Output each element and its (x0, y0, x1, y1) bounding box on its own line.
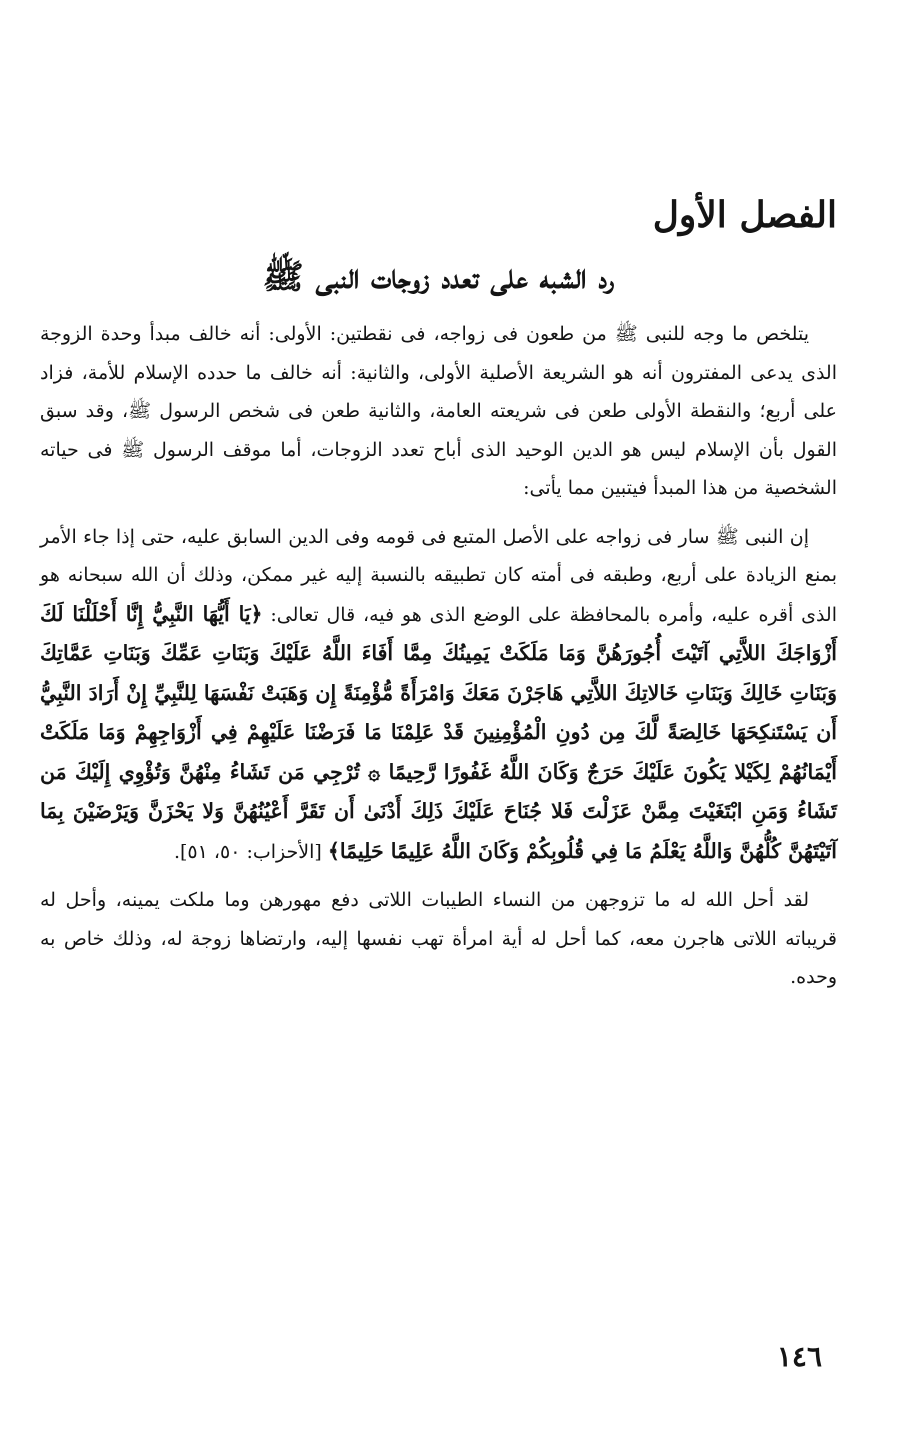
paragraph-intro: يتلخص ما وجه للنبى ﷺ من طعون فى زواجه، فى نقطتين: الأولى: أنه خالف مبدأ وحدة الزوجة الذى يدعى المفترون أنه هو الشريعة الأصلية الأولى، والثانية: أنه خالف ما حدده الإسلام للأمة، فزاد على أربع؛ والنقطة الأولى طعن فى شريعته العامة، والثانية طعن فى شخص الرسول ﷺ، وقد سبق القول بأن الإسلام ليس هو الدين الوحيد الذى أباح تعدد الزوجات، أما موقف الرسول ﷺ فى حياته الشخصية من هذا المبدأ فيتبين مما يأتى: (40, 323, 837, 499)
quran-verse: ﴿يَا أَيُّهَا النَّبِيُّ إِنَّا أَحْلَلْنَا لَكَ أَزْوَاجَكَ اللاَّتِي آتَيْتَ أُجُورَهُنَّ وَمَا مَلَكَتْ يَمِينُكَ مِمَّا أَفَاءَ اللَّهُ عَلَيْكَ وَبَنَاتِ عَمِّكَ وَبَنَاتِ عَمَّاتِكَ وَبَنَاتِ خَالِكَ وَبَنَاتِ خَالاتِكَ اللاَّتِي هَاجَرْنَ مَعَكَ وَامْرَأَةً مُّؤْمِنَةً إِن وَهَبَتْ نَفْسَهَا لِلنَّبِيِّ إِنْ أَرَادَ النَّبِيُّ أَن يَسْتَنكِحَهَا خَالِصَةً لَّكَ مِن دُونِ الْمُؤْمِنِينَ قَدْ عَلِمْنَا مَا فَرَضْنَا عَلَيْهِمْ فِي أَزْوَاجِهِمْ وَمَا مَلَكَتْ أَيْمَانُهُمْ لِكَيْلا يَكُونَ عَلَيْكَ حَرَجٌ وَكَانَ اللَّهُ غَفُورًا رَّحِيمًا ۞ تُرْجِي مَن تَشَاءُ مِنْهُنَّ وَتُؤْوِي إِلَيْكَ مَن تَشَاءُ وَمَنِ ابْتَغَيْتَ مِمَّنْ عَزَلْتَ فَلا جُنَاحَ عَلَيْكَ ذَلِكَ أَدْنَىٰ أَن تَقَرَّ أَعْيُنُهُنَّ وَلا يَحْزَنَّ وَيَرْضَيْنَ بِمَا آتَيْتَهُنَّ كُلُّهُنَّ وَاللَّهُ يَعْلَمُ مَا فِي قُلُوبِكُمْ وَكَانَ اللَّهُ عَلِيمًا حَلِيمًا﴾ (40, 601, 837, 863)
paragraph-text: إن النبى ﷺ سار فى زواجه على الأصل المتبع فى قومه وفى الدين السابق عليه، حتى إذا جاء الأمر بمنع الزيادة على أربع، وطبقه فى أمته كان تطبيقه بالنسبة إليه غير ممكن، وذلك أن الله سبحانه هو الذى أقره عليه، وأمره بالمحافظة على الوضع الذى هو فيه، قال تعالى: (40, 525, 838, 626)
page-content (40, 185, 837, 997)
paragraph-conclusion: لقد أحل الله له ما تزوجهن من النساء الطيبات اللاتى دفع مهورهن وما ملكت يمينه، وأحل له قريباته اللاتى هاجرن معه، كما أحل له أية امرأة تهب نفسها إليه، وارتضاها زوجة له، وذلك خاص به وحده. (40, 889, 837, 988)
chapter-title: رد الشبه على تعدد زوجات النبى ﷺ (262, 257, 615, 297)
page-number: ١٤٦ (776, 1340, 822, 1373)
paragraph-verse-context (40, 518, 837, 872)
chapter-label: الفصل الأول (652, 194, 837, 236)
verse-reference: [الأحزاب: ٥٠، ٥١]. (173, 840, 322, 863)
